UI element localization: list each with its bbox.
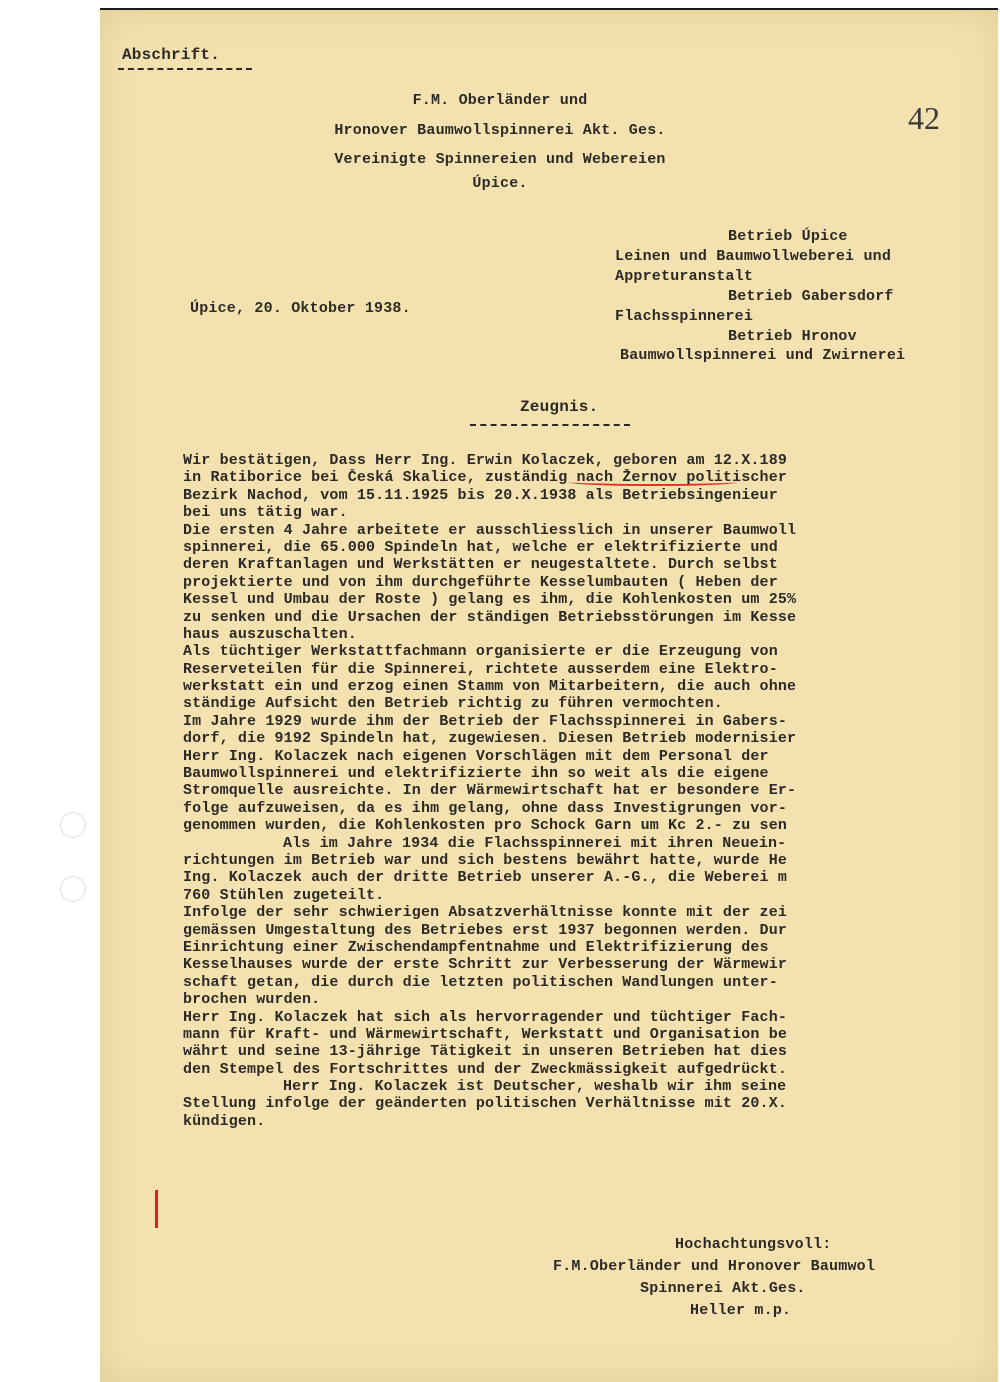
company-header-line: Vereinigte Spinnereien und Webereien	[334, 151, 666, 168]
body-line: kündigen.	[183, 1112, 266, 1130]
body-line: Als im Jahre 1934 die Flachsspinnerei mit ihren Neuein-	[283, 834, 787, 852]
body-line: ständige Aufsicht den Betrieb richtig zu führen vermochten.	[183, 695, 723, 713]
company-header-line: Úpice.	[472, 175, 528, 192]
closing-line: Spinnerei Akt.Ges.	[640, 1280, 806, 1297]
body-line: in Ratiborice bei Česká Skalice, zuständig nach Žernov politischer	[183, 469, 787, 487]
body-line: haus auszuschalten.	[183, 625, 357, 643]
body-line: brochen wurden.	[183, 991, 321, 1009]
body-line: Als tüchtiger Werkstattfachmann organisierte er die Erzeugung von	[183, 643, 778, 661]
body-line: Stellung infolge der geänderten politischen Verhältnisse mit 20.X.	[183, 1095, 787, 1113]
body-line: Wir bestätigen, Dass Herr Ing. Erwin Kolaczek, geboren am 12.X.189	[183, 452, 787, 469]
body-line: 760 Stühlen zugeteilt.	[183, 886, 385, 904]
closing-line: F.M.Oberländer und Hronover Baumwol	[553, 1258, 876, 1275]
body-line: genommen wurden, die Kohlenkosten pro Schock Garn um Kc 2.- zu sen	[183, 817, 787, 835]
document-title: Zeugnis.	[520, 398, 599, 416]
plant-line: Betrieb Hronov	[728, 328, 857, 345]
copy-label: Abschrift.	[122, 46, 221, 64]
body-line: Reserveteilen für die Spinnerei, richtete ausserdem eine Elektro-	[183, 660, 778, 678]
body-line: dorf, die 9192 Spindeln hat, zugewiesen. Diesen Betrieb modernisier	[183, 730, 797, 748]
closing-line: Hochachtungsvoll:	[675, 1236, 832, 1253]
copy-label-underline	[118, 68, 252, 70]
body-line: den Stempel des Fortschrittes und der Zweckmässigkeit aufgedrückt.	[183, 1060, 787, 1078]
plant-line: Appreturanstalt	[615, 268, 754, 285]
body-line: zu senken und die Ursachen der ständigen Betriebsstörungen im Kesse	[183, 608, 797, 626]
plant-line: Baumwollspinnerei und Zwirnerei	[620, 347, 906, 364]
body-line: Bezirk Nachod, vom 15.11.1925 bis 20.X.1938 als Betriebsingenieur	[183, 486, 778, 504]
body-line: Stromquelle ausreichte. In der Wärmewirtschaft hat er besondere Er-	[183, 782, 797, 800]
body-line: Ing. Kolaczek auch der dritte Betrieb unserer A.-G., die Weberei m	[183, 869, 787, 887]
body-line: bei uns tätig war.	[183, 504, 348, 522]
body-line: Herr Ing. Kolaczek hat sich als hervorragender und tüchtiger Fach-	[183, 1008, 787, 1026]
body-text	[183, 452, 998, 1130]
body-line: werkstatt ein und erzog einen Stamm von Mitarbeitern, die auch ohne	[183, 678, 797, 696]
punch-hole-top	[60, 812, 86, 838]
company-header-line: Hronover Baumwollspinnerei Akt. Ges.	[334, 122, 666, 139]
plant-line: Flachsspinnerei	[615, 308, 754, 325]
body-line: schaft getan, die durch die letzten politischen Wandlungen unter-	[183, 973, 778, 991]
body-line: Einrichtung einer Zwischendampfentnahme und Elektrifizierung des	[183, 938, 769, 956]
plant-line: Betrieb Úpice	[728, 228, 848, 245]
body-line: Im Jahre 1929 wurde ihm der Betrieb der Flachsspinnerei in Gabers-	[183, 712, 787, 730]
company-header-line: F.M. Oberländer und	[412, 92, 588, 109]
body-line: Kessel und Umbau der Roste ) gelang es ihm, die Kohlenkosten um 25%	[183, 591, 797, 609]
title-underline	[470, 424, 630, 426]
body-line: Infolge der sehr schwierigen Absatzverhältnisse konnte mit der zei	[183, 904, 787, 922]
punch-hole-bottom	[60, 876, 86, 902]
body-line: spinnerei, die 65.000 Spindeln hat, welche er elektrifizierte und	[183, 538, 778, 556]
body-line: Herr Ing. Kolaczek ist Deutscher, weshalb wir ihm seine	[283, 1078, 787, 1096]
body-line: währt und seine 13-jährige Tätigkeit in unseren Betrieben hat dies	[183, 1043, 787, 1061]
plant-line: Betrieb Gabersdorf	[728, 288, 894, 305]
body-line: Baumwollspinnerei und elektrifizierte ihn so weit als die eigene	[183, 765, 769, 783]
signature-line: Heller m.p.	[690, 1302, 792, 1319]
body-line: richtungen im Betrieb war und sich bestens bewährt hatte, wurde He	[183, 851, 787, 869]
body-line: Kesselhauses wurde der erste Schritt zur Verbesserung der Wärmewir	[183, 956, 787, 974]
page-number: 42	[908, 100, 940, 136]
body-line: mann für Kraft- und Wärmewirtschaft, Werkstatt und Organisation be	[183, 1025, 787, 1043]
red-margin-mark	[155, 1190, 158, 1228]
body-line: Herr Ing. Kolaczek nach eigenen Vorschlägen mit dem Personal der	[183, 747, 769, 765]
body-line: Die ersten 4 Jahre arbeitete er ausschliesslich in unserer Baumwoll	[183, 521, 797, 539]
body-line: deren Kraftanlagen und Werkstätten er neugestaltete. Durch selbst	[183, 556, 778, 574]
body-line: gemässen Umgestaltung des Betriebes erst 1937 begonnen werden. Dur	[183, 921, 787, 939]
place-date: Úpice, 20. Oktober 1938.	[190, 300, 411, 317]
body-line: folge aufzuweisen, da es ihm gelang, ohne dass Investigrungen vor-	[183, 799, 787, 817]
body-line: projektierte und von ihm durchgeführte Kesselumbauten ( Heben der	[183, 573, 778, 591]
plant-line: Leinen und Baumwollweberei und	[615, 248, 892, 265]
